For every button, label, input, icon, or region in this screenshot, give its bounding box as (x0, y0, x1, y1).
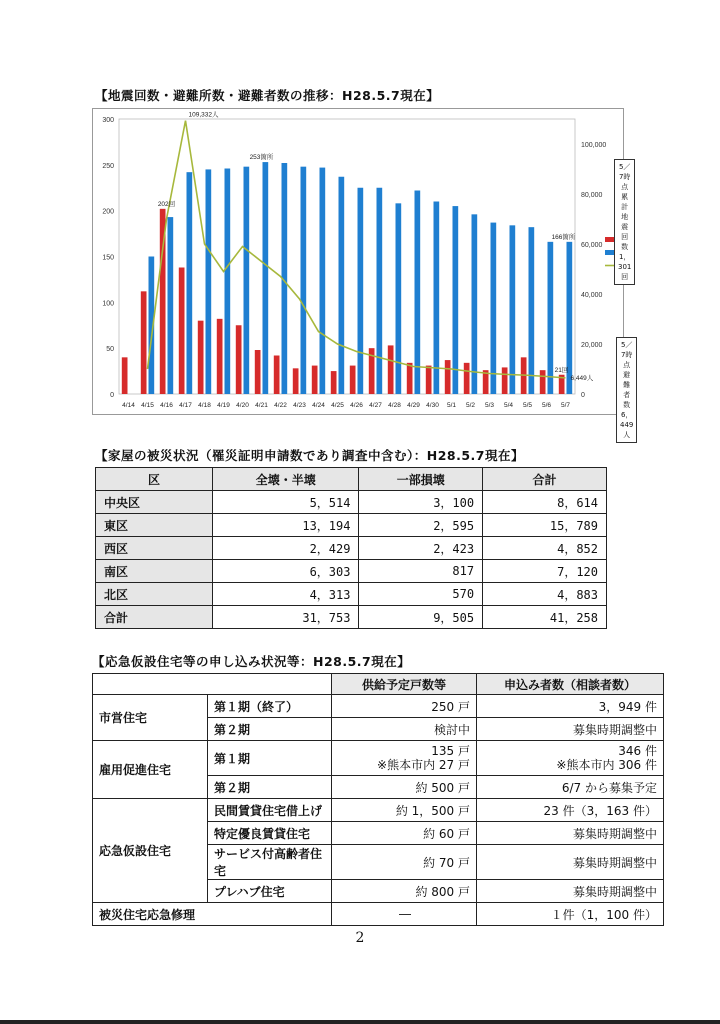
x-axis-tick-label: 5/1 (446, 402, 457, 409)
partial-count: 3，100 (359, 491, 483, 514)
full-half-count: 4，313 (213, 583, 359, 606)
right-axis-tick-label: 60,000 (581, 242, 603, 249)
x-axis-tick-label: 4/27 (369, 402, 382, 409)
row-label: 第２期 (208, 718, 332, 741)
ward-name: 西区 (96, 537, 213, 560)
x-axis-tick-label: 5/6 (541, 402, 552, 409)
x-axis-tick-label: 4/20 (236, 402, 249, 409)
group-repair: 被災住宅応急修理 (93, 903, 332, 926)
shelter-count-bar (377, 188, 383, 394)
shelter-count-bar (453, 206, 459, 394)
partial-count: 9，505 (359, 606, 483, 629)
applicant-value: 募集時期調整中 (477, 718, 664, 741)
earthquake-count-bar (293, 368, 299, 394)
earthquake-count-bar (141, 291, 147, 394)
left-axis-tick-label: 0 (110, 392, 114, 399)
x-axis-tick-label: 5/5 (522, 402, 533, 409)
partial-count: 817 (359, 560, 483, 583)
total-count: 41，258 (483, 606, 607, 629)
x-axis-tick-label: 4/14 (122, 402, 135, 409)
row-label: 第２期 (208, 776, 332, 799)
group-municipal: 市営住宅 (93, 695, 208, 741)
full-half-count: 6，303 (213, 560, 359, 583)
x-axis-tick-label: 4/15 (141, 402, 154, 409)
applicant-value: 募集時期調整中 (477, 845, 664, 880)
cumulative-earthquake-note (614, 159, 635, 285)
applicant-value: １件（1，100 件） (477, 903, 664, 926)
x-axis-tick-label: 4/28 (388, 402, 401, 409)
damage-section-title: 【家屋の被災状況（罹災証明申請数であり調査中含む）：H28.5.7現在】 (95, 448, 524, 463)
x-axis-tick-label: 4/23 (293, 402, 306, 409)
shelter-count-bar (206, 169, 212, 394)
evacuee-note-line-2: 避難者数 (623, 371, 631, 409)
left-axis-tick-label: 50 (106, 346, 114, 354)
total-count: 15，789 (483, 514, 607, 537)
data-label: 21回 (554, 366, 569, 374)
earthquake-count-bar (331, 371, 337, 394)
data-label: 109,332人 (188, 111, 219, 119)
x-axis-tick-label: 4/21 (255, 402, 268, 409)
shelter-count-bar (244, 167, 250, 394)
header-supply: 供給予定戸数等 (332, 674, 477, 695)
total-count: 7，120 (483, 560, 607, 583)
evacuee-note-line-3: 6，449人 (620, 411, 634, 439)
table-row (96, 514, 607, 537)
data-label: 166箇所 (551, 233, 576, 241)
table-row (93, 903, 664, 926)
shelter-count-bar (491, 223, 497, 394)
earthquake-count-bar (236, 325, 242, 394)
table-header-row (96, 468, 607, 491)
ward-name: 東区 (96, 514, 213, 537)
x-axis-tick-label: 4/24 (312, 402, 325, 409)
shelter-count-bar (320, 168, 326, 394)
right-axis-tick-label: 20,000 (581, 342, 603, 349)
shelter-count-bar (168, 217, 174, 394)
shelter-count-bar (529, 227, 535, 394)
evacuation-trend-chart (92, 108, 634, 439)
shelter-count-bar (434, 202, 440, 395)
header-total: 合計 (483, 468, 607, 491)
total-count: 4，883 (483, 583, 607, 606)
group-employment: 雇用促進住宅 (93, 741, 208, 799)
data-label: 202回 (157, 200, 176, 208)
earthquake-count-bar (274, 356, 280, 395)
table-row (93, 799, 664, 822)
x-axis-tick-label: 5/4 (503, 402, 514, 409)
total-count: 4，852 (483, 537, 607, 560)
row-label: 第１期 (208, 741, 332, 776)
row-label: 民間賃貸住宅借上げ (208, 799, 332, 822)
shelter-count-bar (358, 188, 364, 394)
header-blank (93, 674, 332, 695)
x-axis-tick-label: 4/16 (160, 402, 173, 409)
applicant-line-1: 346 件 (618, 744, 657, 758)
supply-value: 約 70 戸 (332, 845, 477, 880)
left-axis-tick-label: 100 (102, 300, 114, 308)
ward-name: 中央区 (96, 491, 213, 514)
ward-name: 南区 (96, 560, 213, 583)
applicant-value: 3，949 件 (477, 695, 664, 718)
x-axis-tick-label: 4/25 (331, 402, 344, 409)
x-axis-tick-label: 4/17 (179, 402, 192, 409)
header-partial: 一部損壊 (359, 468, 483, 491)
supply-line-2: ※熊本市内 27 戸 (377, 758, 470, 772)
full-half-count: 31，753 (213, 606, 359, 629)
earthquake-count-bar (350, 366, 356, 394)
supply-line-1: 135 戸 (431, 744, 470, 758)
earthquake-count-bar (122, 357, 128, 394)
header-ward: 区 (96, 468, 213, 491)
table-row (96, 560, 607, 583)
right-axis-tick-label: 80,000 (581, 192, 603, 199)
header-full-half: 全壊・半壊 (213, 468, 359, 491)
right-axis-tick-label: 40,000 (581, 292, 603, 299)
shelter-count-bar (510, 225, 516, 394)
full-half-count: 5，514 (213, 491, 359, 514)
cumulative-note-line-2: 累計地震回数 (621, 193, 629, 251)
cumulative-note-line-1: 5／7時点 (618, 163, 631, 191)
earthquake-count-bar (388, 345, 394, 394)
x-axis-tick-label: 5/7 (560, 402, 571, 409)
x-axis-tick-label: 4/26 (350, 402, 363, 409)
ward-name: 合計 (96, 606, 213, 629)
house-damage-table (95, 467, 607, 629)
shelter-count-bar (396, 203, 402, 394)
chart-section-title: 【地震回数・避難所数・避難者数の推移：H28.5.7現在】 (95, 88, 440, 103)
supply-value: 検討中 (332, 718, 477, 741)
earthquake-count-bar (464, 363, 470, 394)
page-number: 2 (355, 930, 365, 946)
applicant-value: 6/7 から募集予定 (477, 776, 664, 799)
evacuee-count-note (616, 337, 637, 443)
row-label: サービス付高齢者住宅 (208, 845, 332, 880)
data-label: 253箇所 (249, 154, 274, 162)
supply-value: ― (332, 903, 477, 926)
shelter-count-bar (415, 191, 421, 395)
x-axis-tick-label: 4/19 (217, 402, 230, 409)
shelter-count-bar (472, 214, 478, 394)
applicant-value: 23 件（3，163 件） (477, 799, 664, 822)
x-axis-tick-label: 4/22 (274, 402, 287, 409)
table-row (96, 583, 607, 606)
table-row (96, 491, 607, 514)
header-applicants: 申込み者数（相談者数） (477, 674, 664, 695)
shelter-count-bar (339, 177, 345, 394)
supply-value: 約 60 戸 (332, 822, 477, 845)
left-axis-tick-label: 150 (102, 254, 114, 262)
earthquake-count-bar (445, 360, 451, 394)
table-row (96, 537, 607, 560)
partial-count: 570 (359, 583, 483, 606)
earthquake-count-bar (217, 319, 223, 394)
applicant-value: 募集時期調整中 (477, 880, 664, 903)
row-label: 特定優良賃貸住宅 (208, 822, 332, 845)
full-half-count: 13，194 (213, 514, 359, 537)
partial-count: 2，595 (359, 514, 483, 537)
left-axis-tick-label: 300 (102, 117, 114, 124)
supply-value: 約 800 戸 (332, 880, 477, 903)
x-axis-tick-label: 5/3 (484, 402, 495, 409)
earthquake-count-bar (502, 367, 508, 394)
shelter-count-bar (548, 242, 554, 394)
supply-value: 250 戸 (332, 695, 477, 718)
earthquake-count-bar (179, 268, 185, 395)
x-axis-tick-label: 5/2 (465, 402, 476, 409)
right-axis-tick-label: 0 (581, 392, 585, 399)
shelter-count-bar (225, 169, 231, 395)
shelter-count-bar (263, 162, 269, 394)
applicant-line-2: ※熊本市内 306 件 (556, 758, 657, 772)
earthquake-count-bar (198, 321, 204, 394)
earthquake-count-bar (312, 366, 318, 394)
applicant-value: 募集時期調整中 (477, 822, 664, 845)
supply-value: 約 500 戸 (332, 776, 477, 799)
x-axis-tick-label: 4/29 (407, 402, 420, 409)
table-header-row (93, 674, 664, 695)
earthquake-count-bar (255, 350, 261, 394)
ward-name: 北区 (96, 583, 213, 606)
earthquake-count-bar (540, 370, 546, 394)
left-axis-tick-label: 200 (102, 208, 114, 216)
applicant-value (477, 741, 664, 776)
table-row (96, 606, 607, 629)
total-count: 8，614 (483, 491, 607, 514)
shelter-count-bar (301, 167, 307, 394)
earthquake-count-bar (407, 363, 413, 394)
row-label: プレハブ住宅 (208, 880, 332, 903)
shelter-count-bar (187, 172, 193, 394)
table-row (93, 741, 664, 776)
earthquake-count-bar (426, 366, 432, 394)
x-axis-tick-label: 4/30 (426, 402, 439, 409)
data-label: 6,449人 (570, 374, 594, 382)
evacuee-note-line-1: 5／7時点 (620, 341, 633, 369)
left-axis-tick-label: 250 (102, 162, 114, 170)
full-half-count: 2，429 (213, 537, 359, 560)
supply-value: 約 1，500 戸 (332, 799, 477, 822)
row-label: 第１期（終了） (208, 695, 332, 718)
group-temporary: 応急仮設住宅 (93, 799, 208, 903)
temporary-housing-table (92, 673, 664, 926)
housing-section-title: 【応急仮設住宅等の申し込み状況等：H28.5.7現在】 (92, 654, 411, 669)
table-row (93, 695, 664, 718)
partial-count: 2，423 (359, 537, 483, 560)
bottom-edge-rule (0, 1020, 720, 1024)
cumulative-note-line-3: 1，301回 (618, 253, 632, 281)
supply-value (332, 741, 477, 776)
right-axis-tick-label: 100,000 (581, 142, 607, 149)
x-axis-tick-label: 4/18 (198, 402, 211, 409)
